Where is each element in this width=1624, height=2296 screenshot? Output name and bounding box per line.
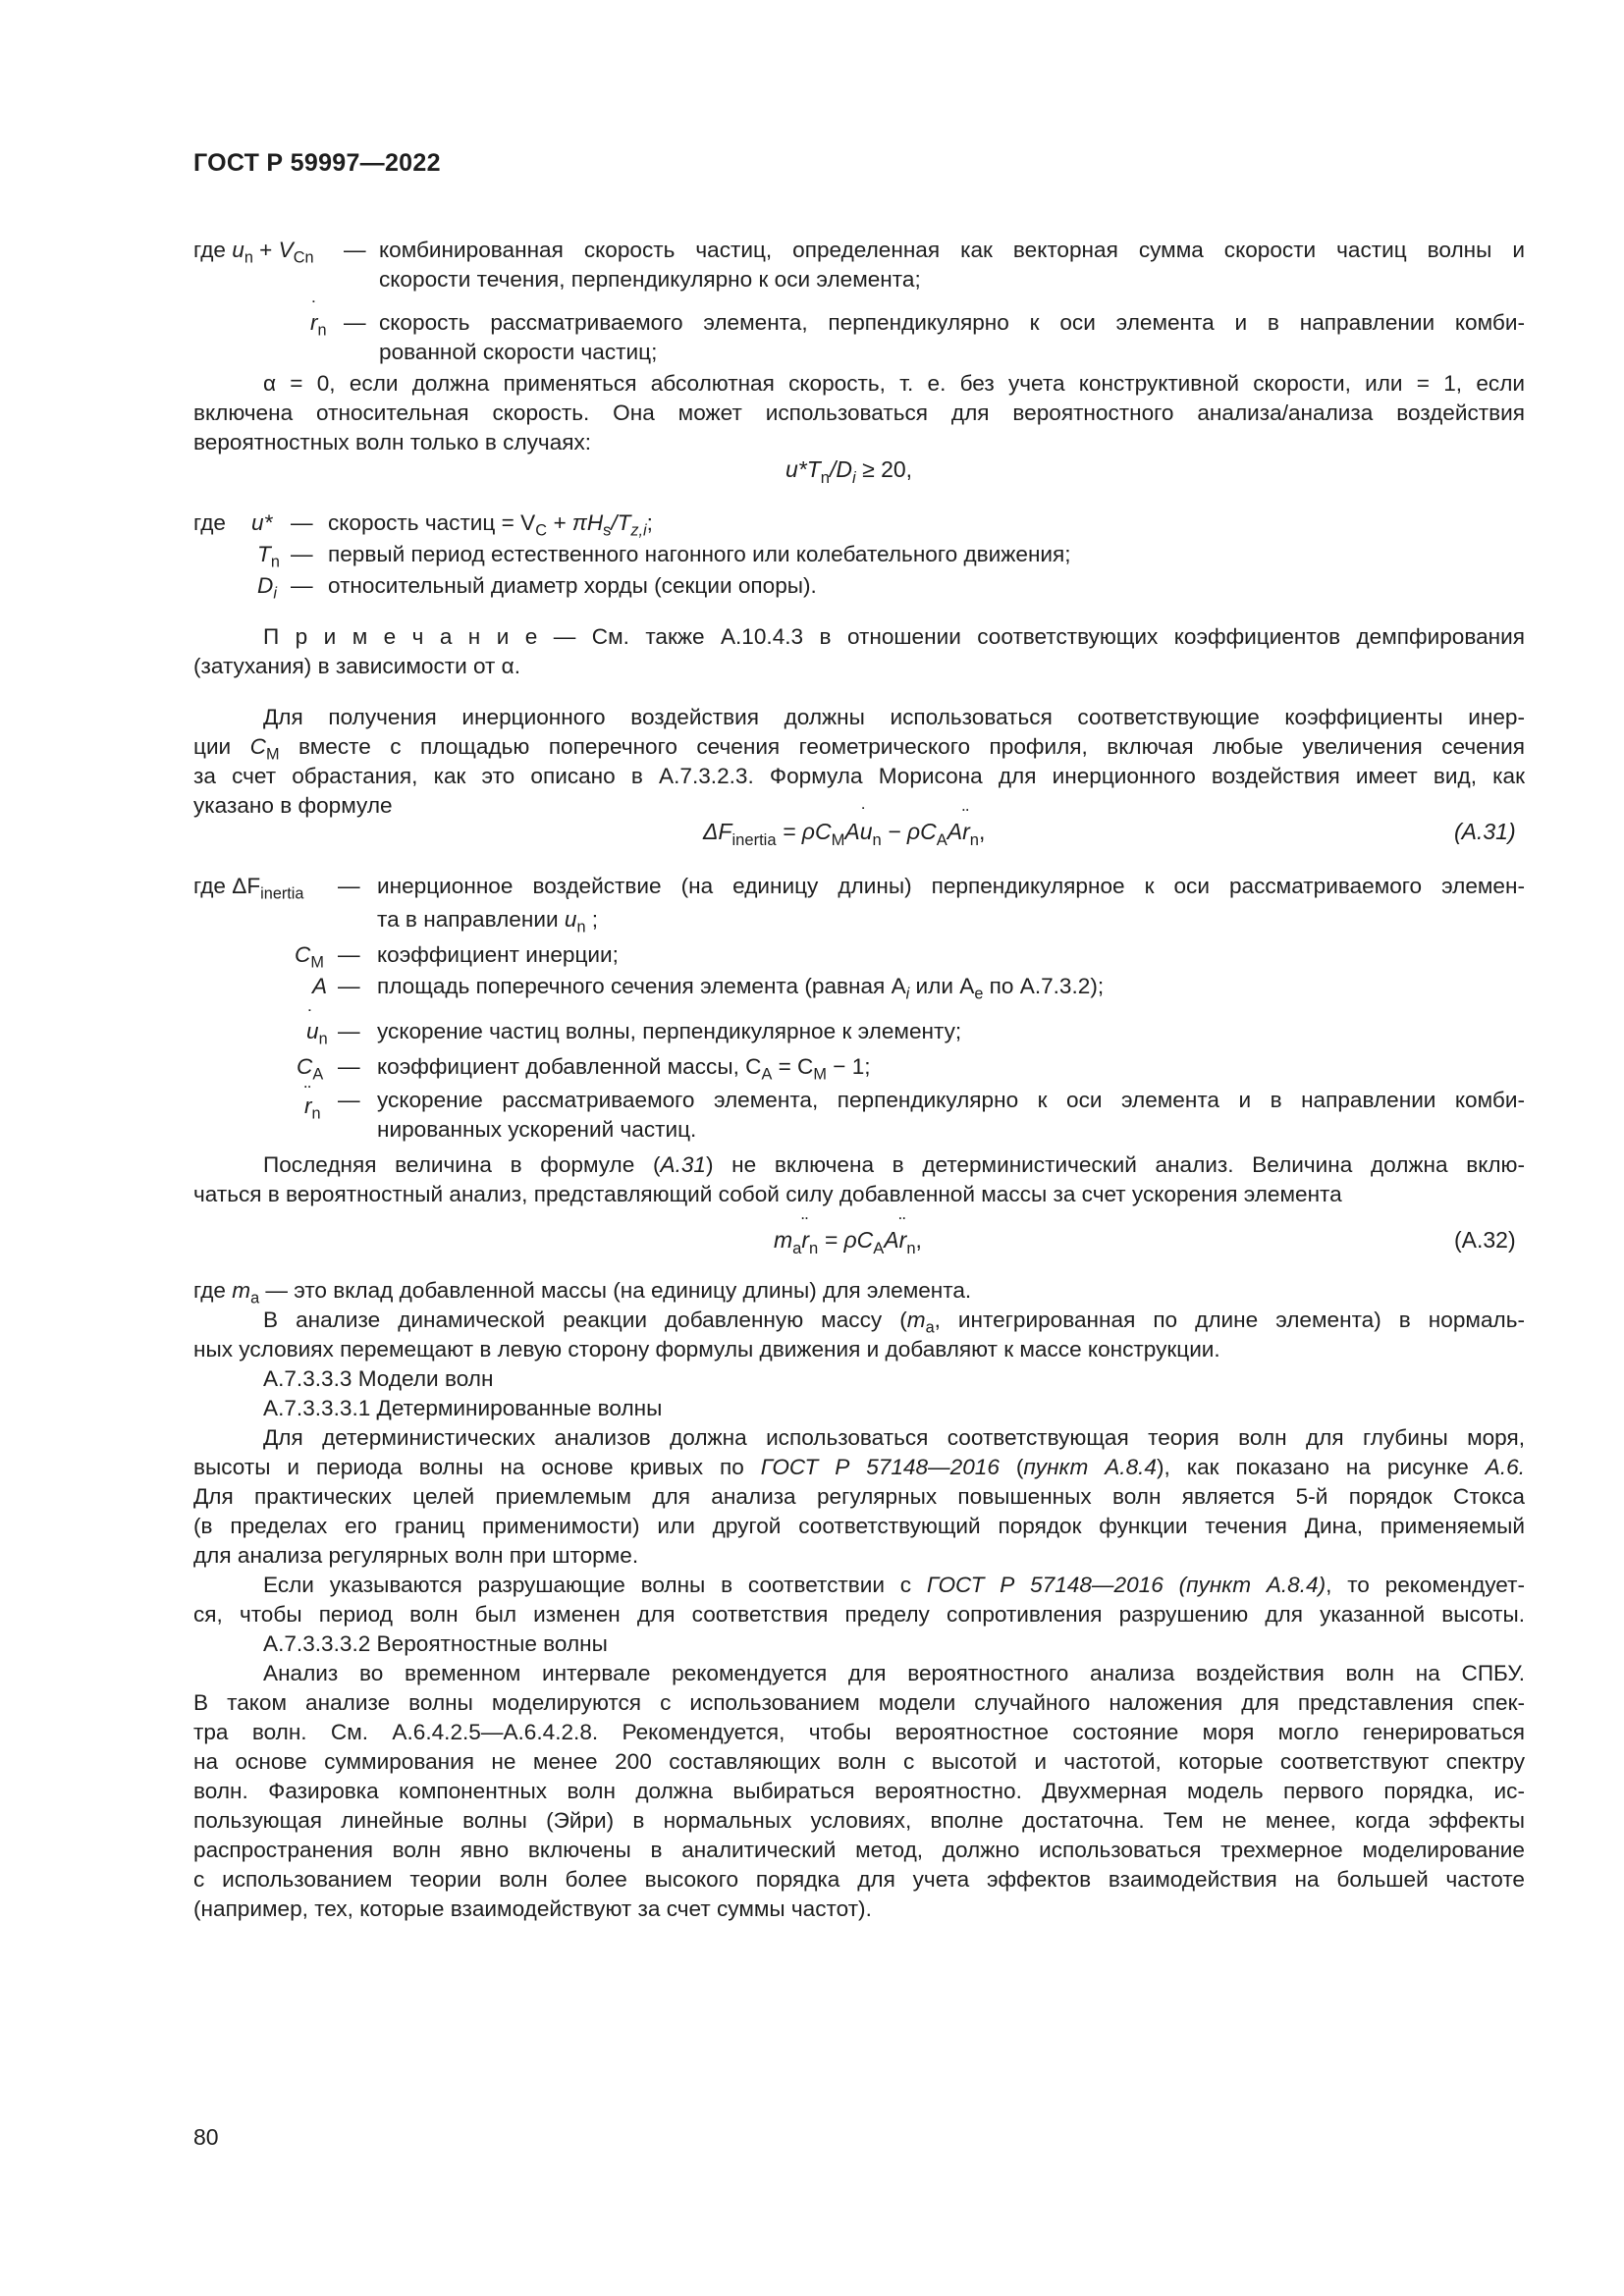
definition-text: коэффициент инерции; [377,942,619,967]
symbol-un-dot [306,1017,328,1046]
subscript: A [936,829,947,849]
text-italic: А.6. [1485,1455,1525,1479]
subscript: M [813,1065,827,1084]
paragraph-line: на основе суммирования не менее 200 составляющих волн с высотой и частотой, которые соответствуют спектру [193,1749,1525,1774]
definition-dash: — [338,974,360,998]
symbol-ddot: r ¨ [801,1227,809,1254]
text: та в направлении [377,907,565,932]
definition-text: ускорение частиц волны, перпендикулярное к элементу; [377,1019,962,1043]
definition-dash: — [338,874,360,898]
note-text: (затухания) в зависимости от α. [193,654,521,678]
definition-dash: — [344,310,366,335]
definition-dash: — [338,1088,360,1112]
subscript: z,i [630,521,647,540]
formula-part: u*T [785,456,821,482]
text: , интегрированная по длине элемента) в нормаль- [934,1308,1525,1332]
formula-part: A [884,1227,899,1253]
symbol: V [278,238,294,262]
formula-condition [785,456,913,487]
symbol-rn-ddot [304,1092,321,1121]
paragraph-line: за счет обрастания, как это описано в А.7.3.2.3. Формула Морисона для инерционного воздействия имеет вид, как [193,764,1525,788]
paragraph-line: (например, тех, которые взаимодействуют за счет суммы частот). [193,1896,872,1921]
subscript: inertia [731,829,777,849]
paragraph-line [263,1150,1525,1180]
text: ), как показано на рисунке [1156,1455,1486,1479]
where-label [193,872,303,901]
formula-part: m [774,1227,793,1253]
paragraph-line [193,732,1525,762]
paragraph-line [193,1453,1525,1482]
subscript: n [809,1238,819,1257]
text: ( [999,1455,1024,1479]
text: Если указываются разрушающие волны в соответствии с [263,1573,927,1597]
formula-part: − ρC [881,819,937,844]
symbol: r ¨ [304,1092,312,1121]
paragraph-line: пользующая линейные волны (Эйри) в нормальных условиях, вполне достаточна. Тем не менее, когда эффекты [193,1808,1525,1833]
symbol: r ˙ [310,308,318,338]
definition-text [377,905,598,934]
section-heading: А.7.3.3.3.1 Детерминированные волны [263,1396,663,1420]
definition-dash: — [338,1019,360,1043]
symbol: C [295,942,311,967]
paragraph-line: (в пределах его границ применимости) или другой соответствующий порядок функции течения Дина, применяемый [193,1514,1525,1538]
subscript: M [831,829,845,849]
paragraph-line: ся, чтобы период волн был изменен для соответствия пределу сопротивления разрушению для указанной высоты. [193,1602,1525,1627]
paragraph-line: α = 0, если должна применяться абсолютная скорость, т. е. без учета конструктивной скорости, или = 1, если [263,371,1525,396]
subscript: n [576,918,586,936]
subscript: n [969,829,979,849]
where-word: где [193,238,226,262]
formula-number: (A.31) [1454,819,1516,844]
paragraph-line: Для получения инерционного воздействия должны использоваться соответствующие коэффициенты инер- [263,705,1525,729]
paragraph-line: для анализа регулярных волн при шторме. [193,1543,639,1568]
subscript: A [873,1238,885,1257]
paragraph-line: Для детерминистических анализов должна использоваться соответствующая теория волн для глубины моря, [263,1425,1525,1450]
document-header: ГОСТ Р 59997—2022 [193,149,441,177]
subscript: i [905,985,910,1003]
subscript: a [925,1318,935,1337]
symbol: m [906,1308,926,1332]
note-label: П р и м е ч а н и е [263,624,538,649]
definition-text [328,508,653,538]
paragraph-line: Для практических целей приемлемым для анализа регулярных повышенных волн является 5-й порядок Стокса [193,1484,1525,1509]
subscript: inertia [260,884,304,903]
subscript: M [265,745,280,764]
where-word: где ΔF [193,874,261,898]
text-italic: пункт А.8.4 [1023,1455,1157,1479]
formula-part: , [978,819,986,844]
symbol-ca [297,1052,323,1082]
text: площадь поперечного сечения элемента (равная A [377,974,906,998]
subscript: n [820,467,830,487]
symbol: D [257,573,274,598]
where-label [193,236,314,265]
subscript: i [852,467,856,487]
text: или A [909,974,975,998]
formula-part: ΔF [703,819,732,844]
symbol-dot: u ˙ [860,819,873,845]
subscript: n [317,321,327,340]
text: скорость частиц = V [328,510,536,535]
paragraph-line [263,1306,1525,1335]
text: − 1; [826,1054,871,1079]
subscript: n [311,1104,321,1123]
paragraph-line [263,1571,1525,1600]
subscript: A [312,1065,324,1084]
subscript: n [318,1030,328,1048]
subscript: Cn [293,248,314,267]
operator: + [252,238,279,262]
formula-part: = ρC [818,1227,874,1253]
section-heading: А.7.3.3.3.2 Вероятностные волны [263,1631,608,1656]
definition-dash: — [338,942,360,967]
page-number: 80 [193,2124,219,2150]
definition-dash: — [291,542,313,566]
symbol-di [257,571,277,601]
symbol: m [232,1278,251,1303]
subscript: n [872,829,882,849]
where-word: где [193,510,226,535]
subscript: s [603,521,612,540]
text: — это вклад добавленной массы (на единицу длины) для элемента. [259,1278,972,1303]
text: ции [193,734,250,759]
subscript: C [535,521,547,540]
text-italic: A.31 [660,1152,706,1177]
symbol-ddot: r ¨ [899,1227,907,1254]
subscript: i [273,584,277,603]
text: вместе с площадью поперечного сечения геометрического профиля, включая любые увеличения сечения [279,734,1525,759]
text: Последняя величина в формуле ( [263,1152,661,1177]
definition-text: нированных ускорений частиц. [377,1117,697,1142]
subscript: A [761,1065,773,1084]
text-italic: ГОСТ Р 57148—2016 (пункт А.8.4) [926,1573,1326,1597]
definition-dash: — [344,238,366,262]
definition-text [377,1052,871,1082]
subscript: n [244,248,253,267]
subscript: n [906,1238,916,1257]
subscript: a [250,1289,260,1308]
paragraph-line: волн. Фазировка компонентных волн должна выбираться вероятностно. Двухмерная модель первого порядка, ис- [193,1779,1525,1803]
symbol-dot: u ˙ [565,905,577,934]
definition-text: инерционное воздействие (на единицу длины) перпендикулярное к оси рассматриваемого элемен- [377,874,1525,898]
text-italic: ГОСТ Р 57148—2016 [760,1455,1000,1479]
formula-number: (A.32) [1454,1227,1516,1253]
text: по А.7.3.2); [983,974,1105,998]
symbol: u* [251,510,273,535]
formula-part: , [915,1227,922,1253]
definition-text: ускорение рассматриваемого элемента, перпендикулярно к оси элемента и в направлении комби- [377,1088,1525,1112]
subscript: M [310,953,324,972]
note-text: — См. также А.10.4.3 в отношении соответствующих коэффициентов демпфирования [537,624,1525,649]
text: ) не включена в детерминистический анализ. Величина должна вклю- [705,1152,1525,1177]
symbol: A [312,974,328,998]
paragraph-line: включена относительная скорость. Она может использоваться для вероятностного анализа/анализа воздействия [193,400,1525,425]
note-line [263,622,1525,652]
symbol-r-dot [310,308,327,338]
definition-dash: — [338,1054,360,1079]
symbol: u [232,238,244,262]
symbol-ddot: r ¨ [962,819,970,845]
definition-text: скорость рассматриваемого элемента, перпендикулярно к оси элемента и в направлении комби- [379,310,1525,335]
subscript: n [270,553,280,571]
text: ; [646,510,653,535]
symbol: u ˙ [306,1017,319,1046]
definition-text: скорости течения, перпендикулярно к оси элемента; [379,267,921,292]
paragraph-line: тра волн. См. А.6.4.2.5—А.6.4.2.8. Рекомендуется, чтобы вероятностное состояние моря могло генерироваться [193,1720,1525,1744]
text: где [193,1278,233,1303]
section-heading: А.7.3.3.3 Модели волн [263,1366,494,1391]
text: /T [611,510,631,535]
text: коэффициент добавленной массы, C [377,1054,762,1079]
formula-morison [703,819,986,849]
symbol: C [249,734,266,759]
paragraph-line: Анализ во временном интервале рекомендуется для вероятностного анализа воздействия волн на СПБУ. [263,1661,1525,1685]
formula-part: = ρC [776,819,832,844]
definition-text: рованной скорости частиц; [379,340,658,364]
paragraph-line: с использованием теории волн более высокого порядка для учета эффектов взаимодействия на большей частоте [193,1867,1525,1892]
subscript: a [792,1238,802,1257]
paragraph-line: ных условиях перемещают в левую сторону формулы движения и добавляют к массе конструкции. [193,1337,1220,1362]
symbol-tn [257,540,280,569]
paragraph-line [193,1276,971,1306]
paragraph-line: В таком анализе волны моделируются с использованием модели случайного наложения для представления спек- [193,1690,1525,1715]
definition-dash: — [291,573,313,598]
formula-added-mass [774,1227,922,1257]
formula-part: /D [830,456,852,482]
symbol: C [297,1054,313,1079]
text: = C [772,1054,814,1079]
definition-dash: — [291,510,313,535]
subscript: e [974,985,984,1003]
text: В анализе динамической реакции добавленную массу ( [263,1308,907,1332]
formula-part: A [947,819,963,844]
definition-text: первый период естественного нагонного или колебательного движения; [328,542,1071,566]
paragraph-line: чаться в вероятностный анализ, представляющий собой силу добавленной массы за счет ускорения элемента [193,1182,1342,1206]
text: , то рекомендует- [1326,1573,1525,1597]
definition-text [377,972,1104,1001]
text: + πH [546,510,604,535]
definition-text: комбинированная скорость частиц, определенная как векторная сумма скорости частиц волны и [379,238,1525,262]
symbol: T [257,542,271,566]
paragraph-line: вероятностных волн только в случаях: [193,430,592,454]
text: ; [585,907,599,932]
formula-part: A [844,819,860,844]
formula-part: ≥ 20, [855,456,913,482]
symbol-cm [295,940,324,970]
definition-text: относительный диаметр хорды (секции опоры). [328,573,817,598]
paragraph-line: указано в формуле [193,793,393,818]
text: высоты и периода волны на основе кривых по [193,1455,761,1479]
paragraph-line: распространения волн явно включены в аналитический метод, должно использоваться трехмерное моделирование [193,1838,1525,1862]
